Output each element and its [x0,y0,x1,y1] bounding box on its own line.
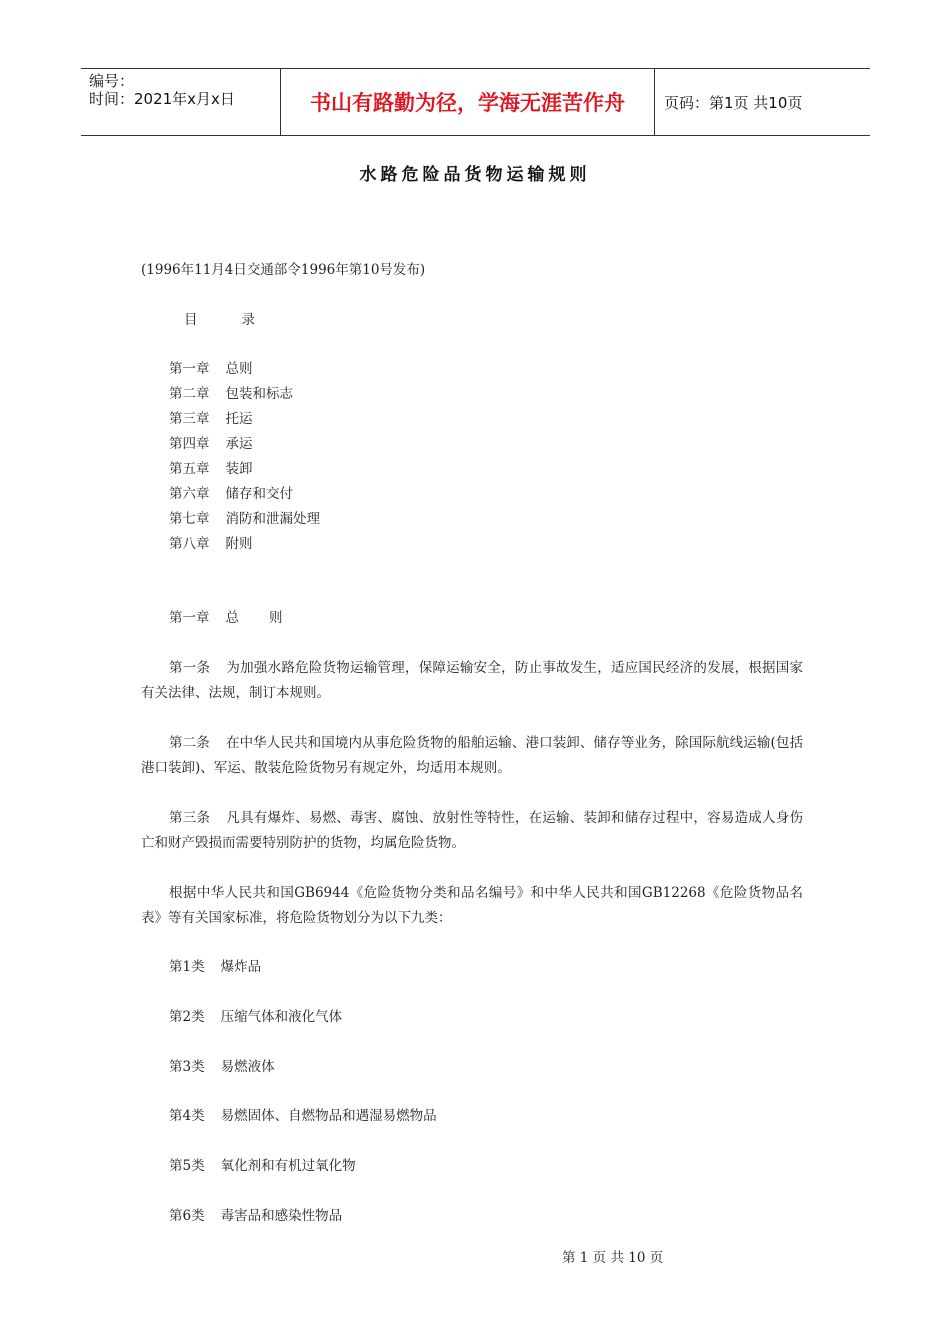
time-label: 时间：2021年x月x日 [89,90,235,108]
list-item: 第3类 易燃液体 [169,1059,275,1075]
article-2: 第二条 在中华人民共和国境内从事危险货物的船舶运输、港口装卸、储存等业务，除国际航线运输(包括港口装卸)、军运、散装危险货物另有规定外，均适用本规则。 [141,735,804,776]
document-title: 水路危险品货物运输规则 [359,165,591,185]
list-item: 第2类 压缩气体和液化气体 [169,1009,343,1025]
list-item: 第4类 易燃固体、自燃物品和遇湿易燃物品 [169,1108,437,1124]
toc-item[interactable]: 第八章 附则 [169,536,253,552]
list-item: 第1类 爆炸品 [169,959,262,975]
toc-item[interactable]: 第六章 储存和交付 [169,486,293,502]
header-table [81,68,870,136]
issue-note: (1996年11月4日交通部令1996年第10号发布) [141,262,426,278]
number-label: 编号： [89,72,135,90]
page-info: 页码：第1页 共10页 [664,93,803,112]
page-footer: 第 1 页 共 10 页 [562,1250,664,1266]
chapter-heading: 第一章 总 则 [169,610,283,626]
toc-item[interactable]: 第三章 托运 [169,411,253,427]
motto: 书山有路勤为径，学海无涯苦作舟 [281,69,655,135]
list-item: 第5类 氧化剂和有机过氧化物 [169,1158,356,1174]
list-item: 第6类 毒害品和感染性物品 [169,1208,343,1224]
header-meta [81,69,281,135]
article-3: 第三条 凡具有爆炸、易燃、毒害、腐蚀、放射性等特性，在运输、装卸和储存过程中，容易造成人身伤亡和财产毁损而需要特别防护的货物，均属危险货物。 [141,810,804,851]
toc-item[interactable]: 第一章 总则 [169,361,253,377]
toc-item[interactable]: 第二章 包装和标志 [169,386,293,402]
toc-heading: 目 录 [184,312,255,328]
toc-item[interactable]: 第四章 承运 [169,436,253,452]
article-1: 第一条 为加强水路危险货物运输管理，保障运输安全，防止事故发生，适应国民经济的发展，根据国家有关法律、法规，制订本规则。 [141,660,804,701]
toc-item[interactable]: 第五章 装卸 [169,461,253,477]
toc-item[interactable]: 第七章 消防和泄漏处理 [169,511,320,527]
classification-paragraph: 根据中华人民共和国GB6944《危险货物分类和品名编号》和中华人民共和国GB12268《危险货物品名表》等有关国家标准，将危险货物划分为以下九类： [141,885,803,926]
